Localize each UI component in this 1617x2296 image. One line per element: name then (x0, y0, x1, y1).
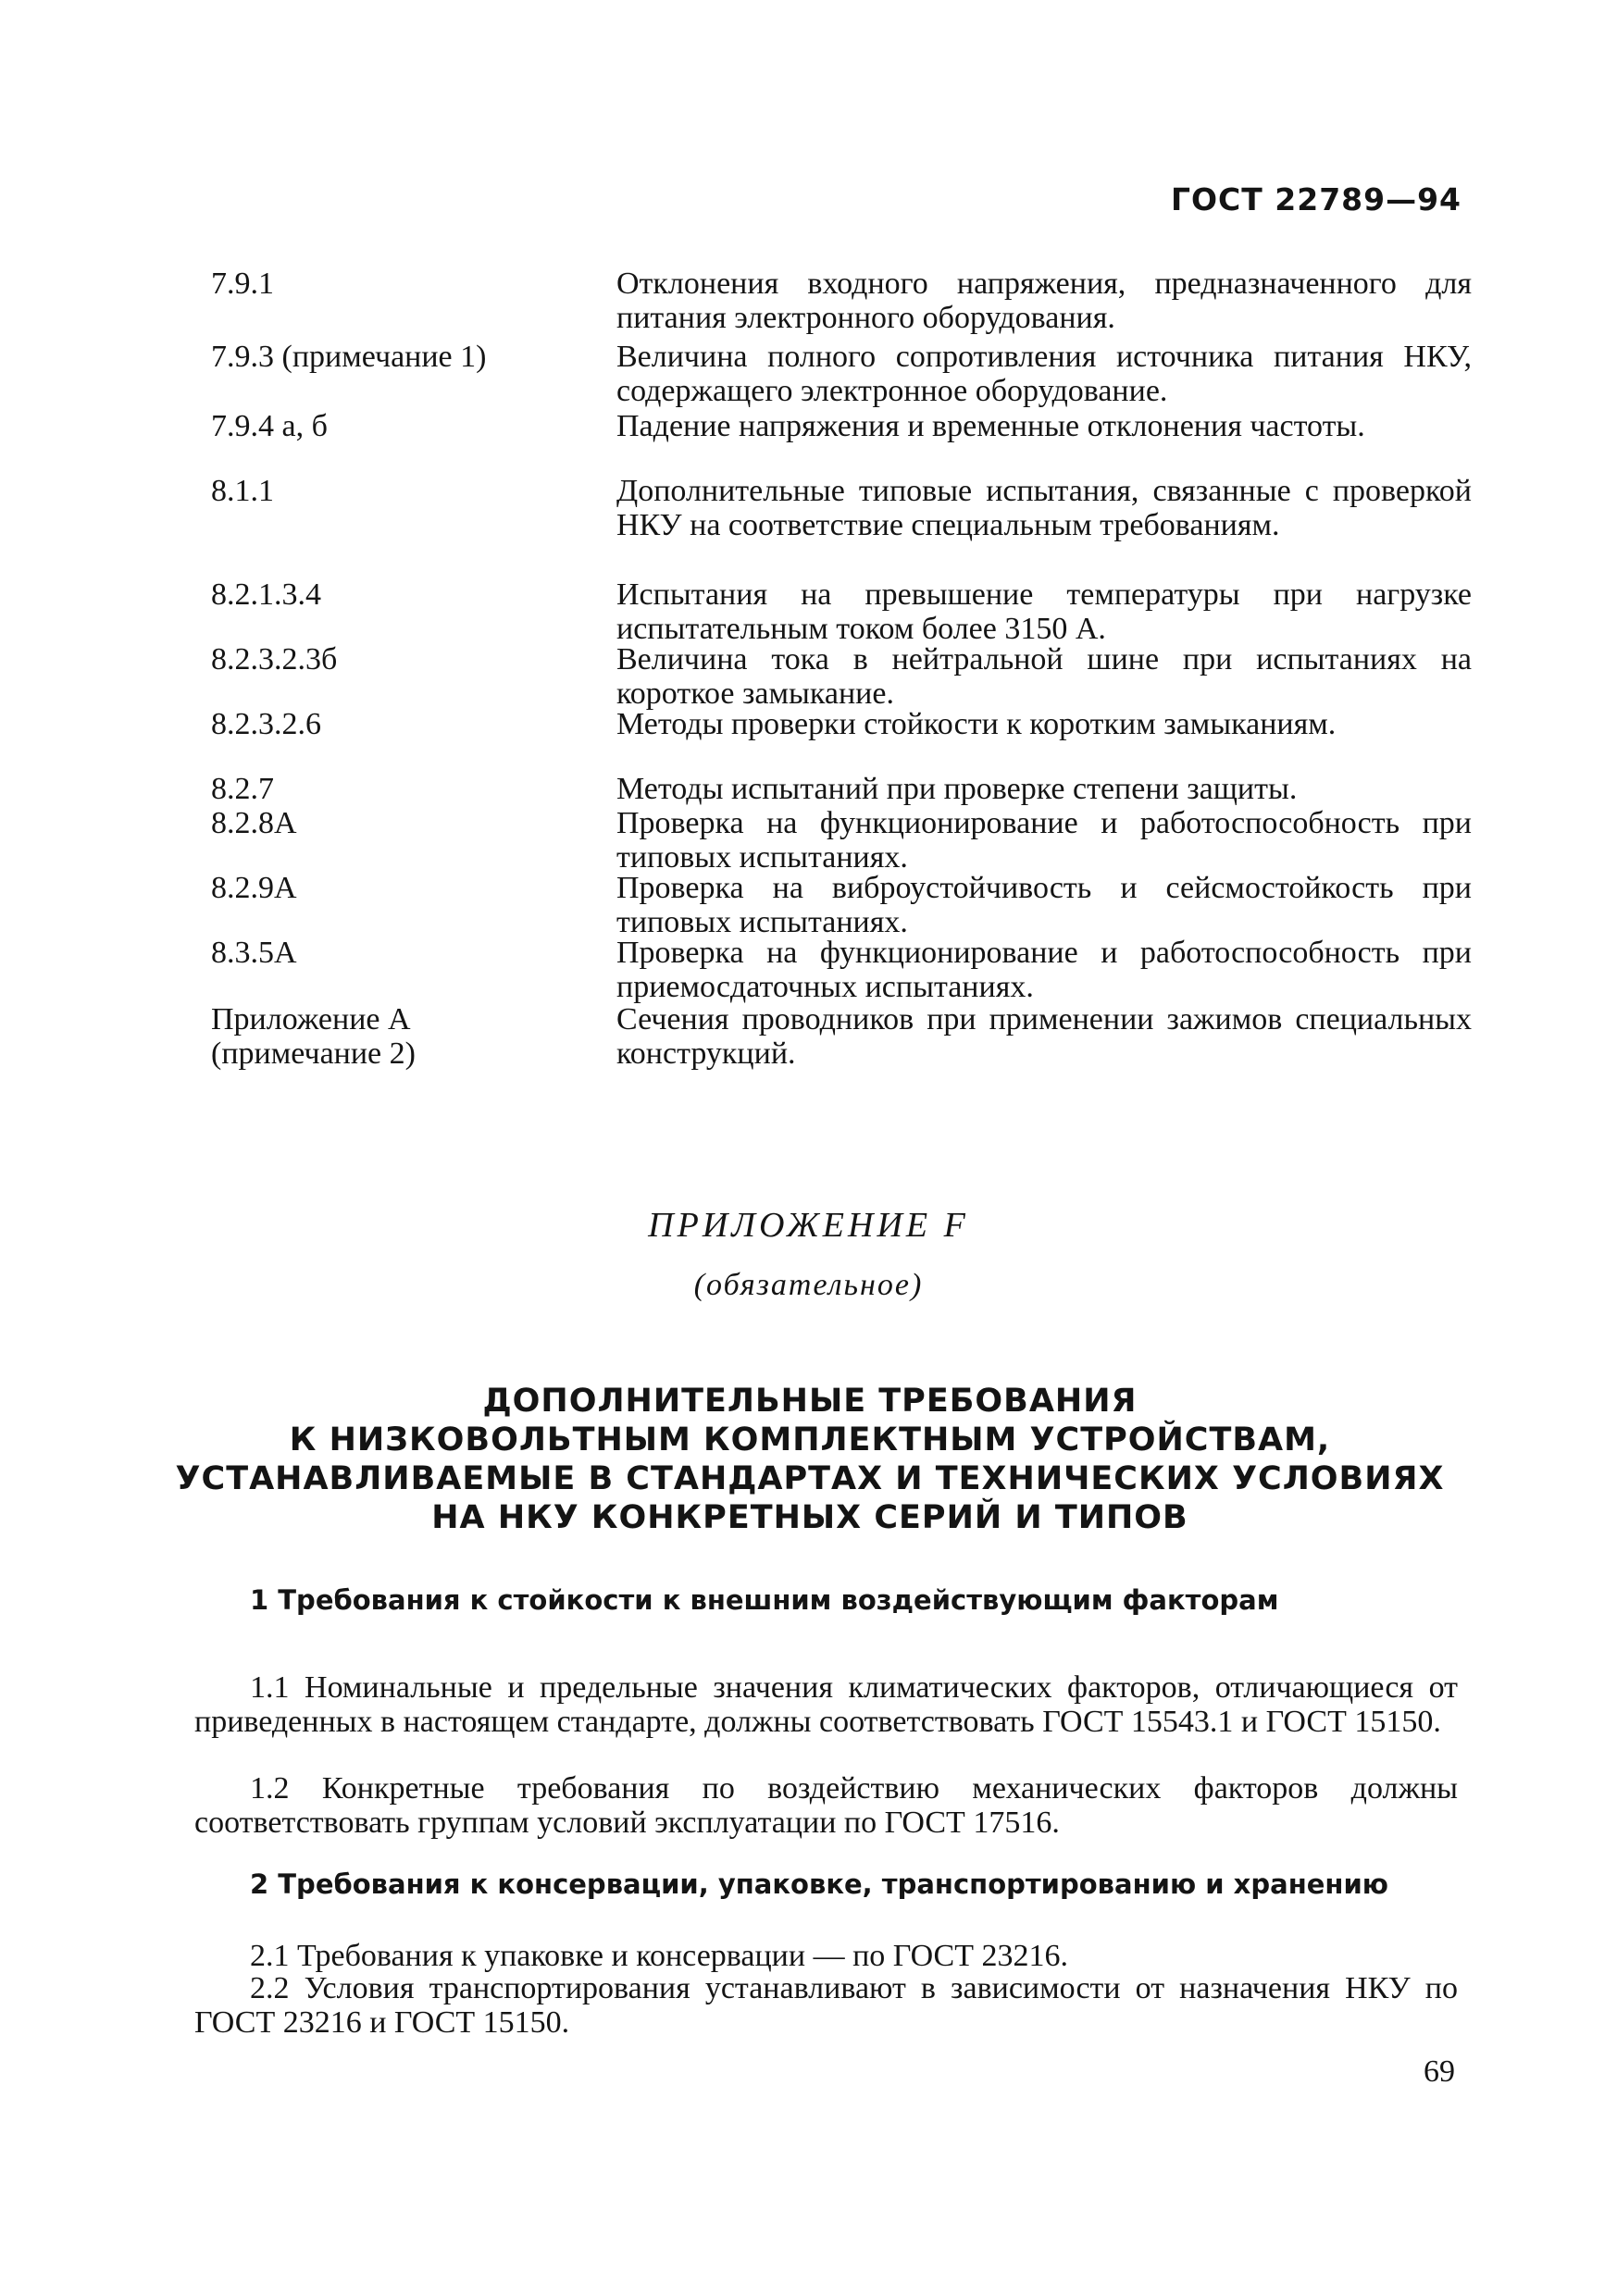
clause-description: Отклонения входного напряжения, предназначенного для питания электронного оборудования. (616, 267, 1472, 335)
page-number: 69 (1424, 2054, 1455, 2089)
clause-number: 8.2.3.2.3б (211, 642, 338, 676)
clause-number: 7.9.3 (примечание 1) (211, 340, 487, 374)
clause-number: 8.2.7 (211, 772, 274, 806)
clause-description: Проверка на функционирование и работоспособность при приемосдаточных испытаниях. (616, 936, 1472, 1004)
table-row (211, 642, 1472, 711)
table-row (211, 871, 1472, 939)
appendix-title: ПРИЛОЖЕНИЕ F (648, 1206, 969, 1245)
table-row (211, 936, 1472, 1002)
clause-number: 8.2.1.3.4 (211, 577, 321, 612)
table-row (211, 1002, 1472, 1071)
heading-line: НА НКУ КОНКРЕТНЫХ СЕРИЙ И ТИПОВ (431, 1499, 1188, 1536)
clause-description: Методы проверки стойкости к коротким замыканиям. (616, 707, 1337, 741)
paragraph: 1.2 Конкретные требования по воздействию механических факторов должны соответствовать группам условий эксплуатации по ГОСТ 17516. (194, 1771, 1458, 1840)
appendix-heading (139, 1382, 1481, 1537)
clause-number: 8.1.1 (211, 474, 274, 508)
standard-code: ГОСТ 22789—94 (1170, 181, 1462, 217)
clause-number: 8.2.9А (211, 871, 297, 905)
table-row (211, 707, 1472, 772)
section-heading: 2 Требования к консервации, упаковке, транспортированию и хранению (250, 1868, 1388, 1900)
clause-number: 8.2.3.2.6 (211, 707, 321, 741)
table-row (211, 409, 1472, 474)
clause-number: 8.3.5А (211, 936, 297, 970)
table-row (211, 577, 1472, 646)
clause-description: Методы испытаний при проверке степени защиты. (616, 772, 1298, 806)
clause-description: Величина тока в нейтральной шине при испытаниях на короткое замыкание. (616, 642, 1472, 711)
clause-number: 8.2.8А (211, 806, 297, 840)
clause-description: Проверка на виброустойчивость и сейсмостойкость при типовых испытаниях. (616, 871, 1472, 939)
paragraph: 2.1 Требования к упаковке и консервации — по ГОСТ 23216. (250, 1939, 1068, 1973)
table-row (211, 772, 1472, 806)
table-row (211, 806, 1472, 875)
heading-line: К НИЗКОВОЛЬТНЫМ КОМПЛЕКТНЫМ УСТРОЙСТВАМ, (289, 1421, 1331, 1458)
table-row (211, 267, 1472, 340)
clause-description: Дополнительные типовые испытания, связанные с проверкой НКУ на соответствие специальным требованиям. (616, 474, 1472, 542)
paragraph: 2.2 Условия транспортирования устанавливают в зависимости от назначения НКУ по ГОСТ 23216 и ГОСТ 15150. (194, 1971, 1458, 2040)
table-row (211, 340, 1472, 409)
appendix-type: (обязательное) (693, 1268, 924, 1302)
clause-number: Приложение А (примечание 2) (211, 1002, 416, 1071)
clause-number: 7.9.1 (211, 267, 274, 301)
clause-description: Падение напряжения и временные отклонения частоты. (616, 409, 1365, 443)
clause-description: Проверка на функционирование и работоспособность при типовых испытаниях. (616, 806, 1472, 875)
clause-description: Сечения проводников при применении зажимов специальных конструкций. (616, 1002, 1472, 1071)
heading-line: УСТАНАВЛИВАЕМЫЕ В СТАНДАРТАХ И ТЕХНИЧЕСКИХ УСЛОВИЯХ (175, 1460, 1445, 1497)
table-row (211, 474, 1472, 577)
clause-number: 7.9.4 а, б (211, 409, 328, 443)
paragraph: 1.1 Номинальные и предельные значения климатических факторов, отличающиеся от приведенных в настоящем стандарте, должны соответствовать ГОСТ 15543.1 и ГОСТ 15150. (194, 1670, 1458, 1739)
section-heading: 1 Требования к стойкости к внешним воздействующим факторам (250, 1584, 1279, 1616)
reference-table (211, 267, 1472, 1071)
clause-description: Величина полного сопротивления источника питания НКУ, содержащего электронное оборудование. (616, 340, 1472, 408)
heading-line: ДОПОЛНИТЕЛЬНЫЕ ТРЕБОВАНИЯ (482, 1383, 1138, 1420)
clause-description: Испытания на превышение температуры при нагрузке испытательным током более 3150 А. (616, 577, 1472, 646)
